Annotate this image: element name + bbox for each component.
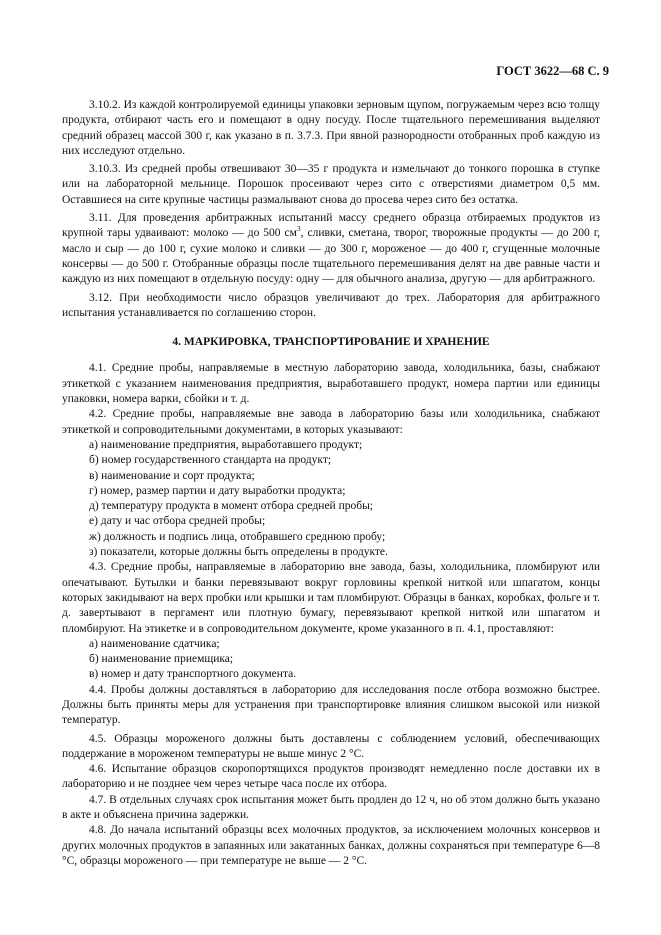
list-item-4-3-a: а) наименование сдатчика; (89, 637, 220, 650)
paragraph-4-5: 4.5. Образцы мороженого должны быть доставлены с соблюдением условий, обеспечивающих поддержание в мороженом температуры не выше минус 2 °С. (62, 732, 600, 760)
list-item-4-2-h: з) показатели, которые должны быть определены в продукте. (89, 546, 388, 559)
section-4-title: 4. МАРКИРОВКА, ТРАНСПОРТИРОВАНИЕ И ХРАНЕНИЕ (172, 336, 490, 349)
paragraph-4-3: 4.3. Средние пробы, направляемые в лабораторию вне завода, базы, холодильника, пломбируют или опечатывают. Бутылки и банки перевязывают вокруг горловины крепкой ниткой или шпагатом, концы которых закидывают на верх пробки или крышки и там пломбируют. Образцы в банках, коробках, фольге и т. д. завертывают в пергамент или плотную бумагу, перевязывают крепкой ниткой или шпагатом и пломбируют. На этикетке и в сопроводительном документе, кроме указанного в п. 4.1, проставляют: (62, 561, 600, 635)
page-header: ГОСТ 3622—68 С. 9 (496, 64, 609, 78)
paragraph-4-6: 4.6. Испытание образцов скоропортящихся продуктов производят немедленно после доставки их в лабораторию и не позднее чем через четыре часа после их отбора. (62, 763, 600, 791)
paragraph-3-11-part-a: 3.11. Для проведения арбитражных испытаний массу среднего образца отбираемых продуктов из крупной тары удваивают: молоко — до 500 см (62, 212, 600, 240)
paragraph-3-10-2: 3.10.2. Из каждой контролируемой единицы упаковки зерновым щупом, погружаемым через всю толщу продукта, отбирают часть его и помещают в одну посуду. После тщательного перемешивания выделяют средний образец массой 300 г, как указано в п. 3.7.3. При явной разнородности отобранных проб каждую из них исследуют отдельно. (62, 99, 600, 157)
paragraph-3-11 (62, 211, 600, 287)
list-item-4-2-a: а) наименование предприятия, выработавшего продукт; (89, 438, 363, 451)
paragraph-4-4: 4.4. Пробы должны доставляться в лабораторию для исследования после отбора возможно быстрее. Должны быть приняты меры для устранения при транспортировке влияния слишком высокой или низкой температур. (62, 683, 600, 727)
document-body (62, 98, 600, 869)
paragraph-3-11-part-b: , сливки, сметана, творог, творожные продукты — до 200 г, масло и сыр — до 100 г, сухие молоко и сливки — до 300 г, мороженое — до 400 г, сгущенные молочные консервы — до 500 г. Отобранные образцы после тщательного перемешивания делят на две равные части и каждую из них помещают в отдельную посуду: одну — для обычного анализа, другую — для арбитражного. (62, 227, 600, 286)
list-item-4-2-f: е) дату и час отбора средней пробы; (89, 515, 266, 528)
paragraph-4-1: 4.1. Средние пробы, направляемые в местную лабораторию завода, холодильника, базы, снабжают этикеткой с указанием наименования предприятия, выработавшего продукт, номера партии или единицы упаковки, номера варки, сбойки и т. д. (62, 362, 600, 406)
list-item-4-2-e: д) температуру продукта в момент отбора средней пробы; (89, 500, 374, 513)
paragraph-3-10-3: 3.10.3. Из средней пробы отвешивают 30—35 г продукта и измельчают до тонкого порошка в ступке или на лабораторной мельнице. Порошок просеивают через сито с отверстиями диаметром 0,5 мм. Оставшиеся на сите крупные частицы размалывают снова до просева через сито без остатка. (62, 163, 600, 206)
paragraph-4-2: 4.2. Средние пробы, направляемые вне завода в лабораторию базы или холодильника, снабжают этикеткой и сопроводительными документами, в которых указывают: (62, 408, 600, 436)
cubic-superscript: 3 (296, 224, 301, 234)
paragraph-4-8: 4.8. До начала испытаний образцы всех молочных продуктов, за исключением молочных консервов и других молочных продуктов в запаянных или закатанных банках, должны сохраняться при температуре 6—8 °С, образцы мороженого — при температуре не выше — 2 °С. (62, 824, 600, 867)
paragraph-3-12: 3.12. При необходимости число образцов увеличивают до трех. Лаборатория для арбитражного испытания устанавливается по соглашению сторон. (62, 291, 600, 319)
list-item-4-2-d: г) номер, размер партии и дату выработки продукта; (89, 484, 346, 497)
list-item-4-2-b: б) номер государственного стандарта на продукт; (89, 454, 332, 467)
list-item-4-2-g: ж) должность и подпись лица, отобравшего среднюю пробу; (89, 530, 386, 543)
list-item-4-3-b: б) наименование приемщика; (89, 653, 234, 666)
list-item-4-3-c: в) номер и дату транспортного документа. (89, 668, 297, 681)
list-item-4-2-c: в) наименование и сорт продукта; (89, 469, 255, 482)
paragraph-4-7: 4.7. В отдельных случаях срок испытания может быть продлен до 12 ч, но об этом должно быть указано в акте и объяснена причина задержки. (62, 793, 600, 822)
